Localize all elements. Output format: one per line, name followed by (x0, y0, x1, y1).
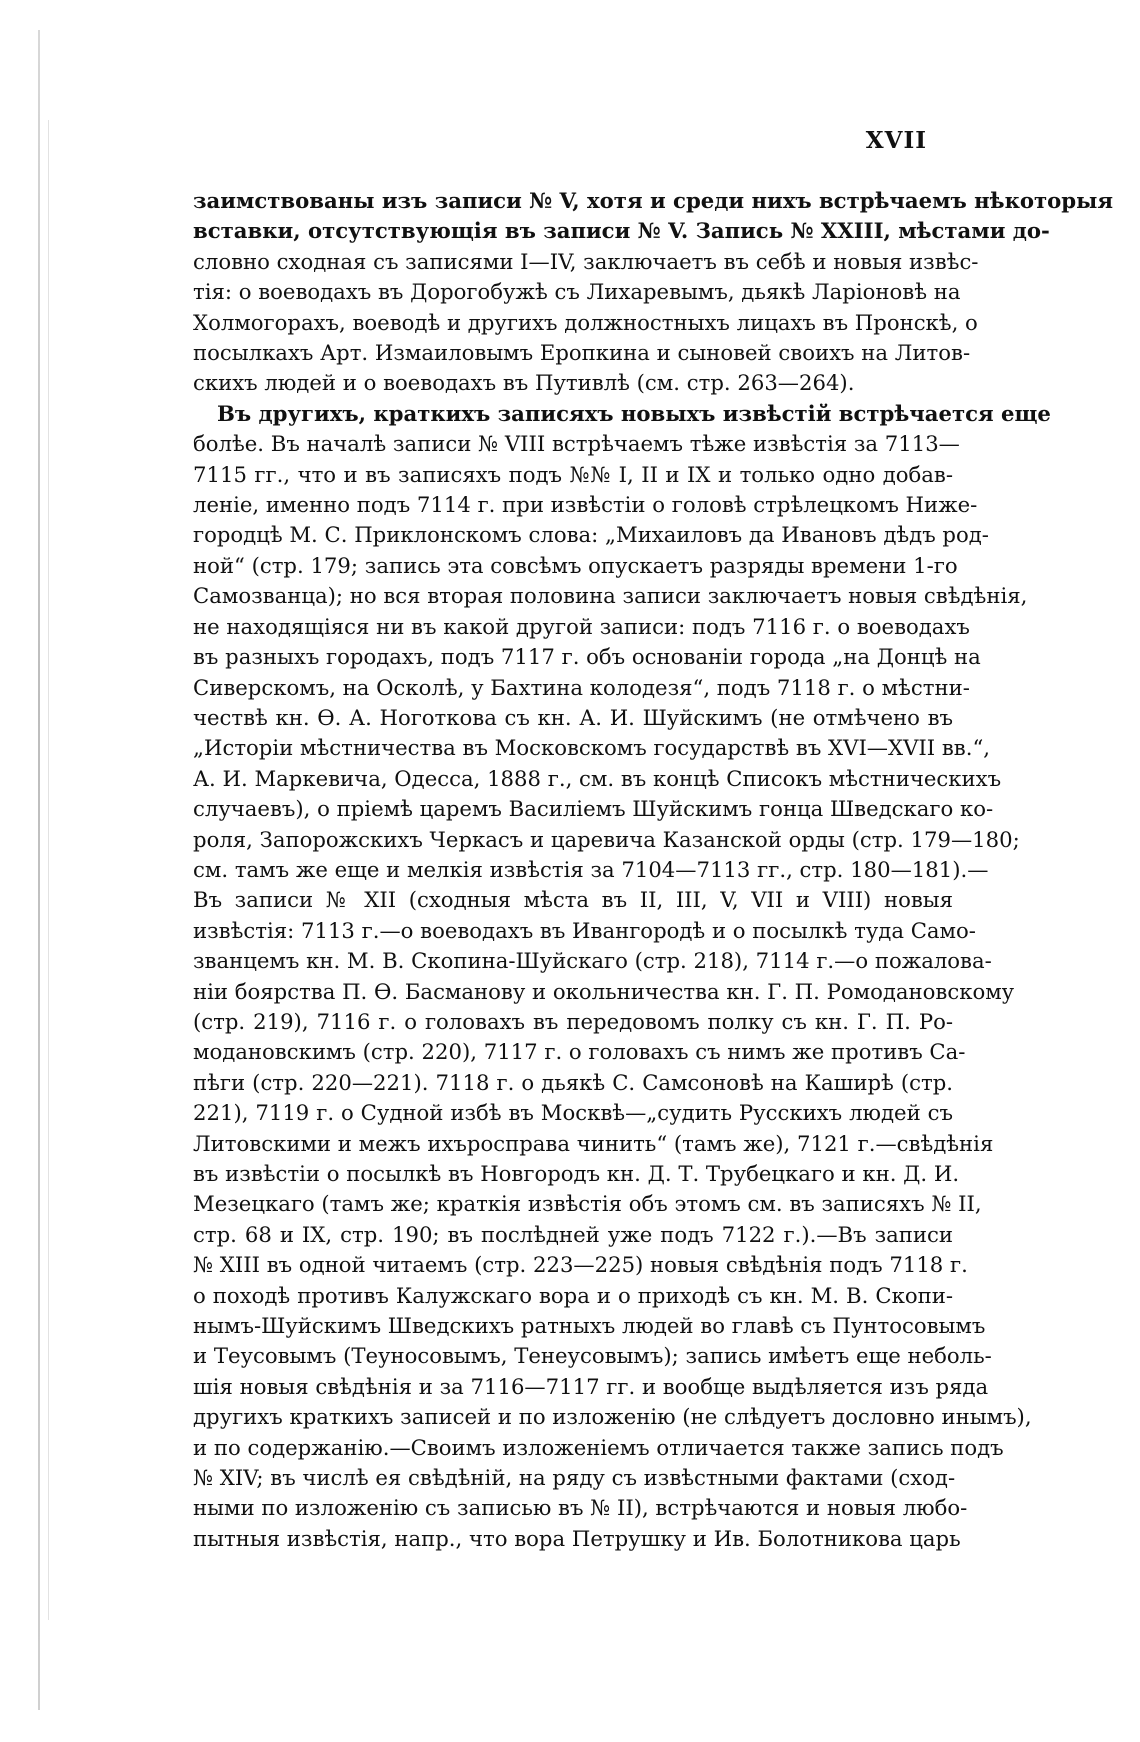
text-line: посылкахъ Арт. Измаиловымъ Еропкина и сыновей своихъ на Литов- (193, 340, 971, 366)
text-line: Литовскими и межъ ихъросправа чинить“ (тамъ же), 7121 г.—свѣдѣнія (193, 1130, 994, 1156)
text-line: Въ записи № XII (сходныя мѣста въ II, III, V, VII и VIII) новыя (193, 887, 953, 913)
text-line: № XIII въ одной читаемъ (стр. 223—225) новыя свѣдѣнія подъ 7118 г. (193, 1252, 968, 1278)
text-line: скихъ людей и о воеводахъ въ Путивлѣ (см. стр. 263—264). (193, 370, 855, 396)
text-line: Самозванца); но вся вторая половина записи заключаетъ новыя свѣдѣнія, (193, 583, 1028, 609)
text-line: другихъ краткихъ записей и по изложенію (не слѣдуетъ дословно инымъ), (193, 1404, 1032, 1430)
text-line: Мезецкаго (тамъ же; краткія извѣстія объ этомъ см. въ записяхъ № II, (193, 1191, 982, 1217)
text-line: Сиверскомъ, на Осколѣ, у Бахтина колодезя“, подъ 7118 г. о мѣстни- (193, 674, 970, 700)
text-line: ной“ (стр. 179; запись эта совсѣмъ опускаетъ разряды времени 1-го (193, 552, 958, 578)
text-line: званцемъ кн. М. В. Скопина-Шуйскаго (стр. 218), 7114 г.—о пожалова- (193, 948, 992, 974)
text-line: шія новыя свѣдѣнія и за 7116—7117 гг. и вообще выдѣляется изъ ряда (193, 1373, 989, 1399)
text-line: пѣги (стр. 220—221). 7118 г. о дьякѣ С. Самсоновѣ на Каширѣ (стр. (193, 1069, 953, 1095)
text-line: не находящіяся ни въ какой другой записи: подъ 7116 г. о воеводахъ (193, 613, 970, 639)
text-line: леніе, именно подъ 7114 г. при извѣстіи о головѣ стрѣлецкомъ Ниже- (193, 492, 978, 518)
scan-binding-edge (38, 30, 40, 1710)
text-line: заимствованы изъ записи № V, хотя и среди нихъ встрѣчаемъ нѣкоторыя (193, 188, 1113, 213)
text-line: „Исторіи мѣстничества въ Московскомъ государствѣ въ XVI—XVII вв.“, (193, 735, 991, 761)
text-line: 221), 7119 г. о Судной избѣ въ Москвѣ—„судить Русскихъ людей съ (193, 1100, 953, 1126)
text-line: Холмогорахъ, воеводѣ и другихъ должностныхъ лицахъ въ Пронскѣ, о (193, 309, 978, 335)
text-line: городцѣ М. С. Приклонскомъ слова: „Михаиловъ да Ивановъ дѣдъ род- (193, 522, 989, 548)
text-line: въ извѣстіи о посылкѣ въ Новгородъ кн. Д. Т. Трубецкаго и кн. Д. И. (193, 1161, 960, 1186)
text-line: 7115 гг., что и въ записяхъ подъ №№ I, II и IX и только одно добав- (193, 461, 953, 487)
text-line: случаевъ), о пріемѣ царемъ Василіемъ Шуйскимъ гонца Шведскаго ко- (193, 796, 994, 822)
page-number: XVII (865, 127, 927, 154)
body-text (193, 186, 1113, 1554)
text-line: извѣстія: 7113 г.—о воеводахъ въ Ивангородѣ и о посылкѣ туда Само- (193, 917, 976, 943)
text-line: словно сходная съ записями I—IV, заключаетъ въ себѣ и новыя извѣс- (193, 248, 979, 274)
text-line: ніи боярства П. Ѳ. Басманову и окольничества кн. Г. П. Ромодановскому (193, 978, 1015, 1004)
text-line: Въ другихъ, краткихъ записяхъ новыхъ извѣстій встрѣчается еще (217, 400, 1051, 426)
text-line: стр. 68 и IX, стр. 190; въ послѣдней уже подъ 7122 г.).—Въ записи (193, 1221, 953, 1247)
text-line: въ разныхъ городахъ, подъ 7117 г. объ основаніи города „на Донцѣ на (193, 644, 981, 670)
text-line: болѣе. Въ началѣ записи № VIII встрѣчаемъ тѣже извѣстія за 7113— (193, 431, 960, 457)
text-line: тія: о воеводахъ въ Дорогобужѣ съ Лихаревымъ, дьякѣ Ларіоновѣ на (193, 279, 961, 305)
text-line: и Теусовымъ (Теуносовымъ, Тенеусовымъ); запись имѣетъ еще неболь- (193, 1343, 992, 1369)
text-line: № XIV; въ числѣ ея свѣдѣній, на ряду съ извѣстными фактами (сход- (193, 1465, 956, 1491)
text-line: ными по изложенію съ записью въ № II), встрѣчаются и новыя любо- (193, 1495, 968, 1521)
text-line: вставки, отсутствующія въ записи № V. Запись № XXIII, мѣстами до- (193, 218, 1050, 244)
scan-binding-shadow (48, 120, 49, 1620)
text-line: модановскимъ (стр. 220), 7117 г. о головахъ съ нимъ же противъ Са- (193, 1039, 966, 1065)
text-line: нымъ-Шуйскимъ Шведскихъ ратныхъ людей во главѣ съ Пунтосовымъ (193, 1313, 986, 1339)
text-line: и по содержанію.—Своимъ изложеніемъ отличается также запись подъ (193, 1434, 1004, 1460)
text-line: чествѣ кн. Ѳ. А. Ноготкова съ кн. А. И. Шуйскимъ (не отмѣчено въ (193, 704, 953, 730)
text-line: о походѣ противъ Калужскаго вора и о приходѣ съ кн. М. В. Скопи- (193, 1282, 953, 1308)
text-line: (стр. 219), 7116 г. о головахъ въ передовомъ полку съ кн. Г. П. Ро- (193, 1008, 953, 1034)
text-line: пытныя извѣстія, напр., что вора Петрушку и Ив. Болотникова царь (193, 1525, 961, 1551)
text-line: см. тамъ же еще и мелкія извѣстія за 7104—7113 гг., стр. 180—181).— (193, 856, 989, 882)
text-line: роля, Запорожскихъ Черкасъ и царевича Казанской орды (стр. 179—180; (193, 826, 1020, 852)
text-line: А. И. Маркевича, Одесса, 1888 г., см. въ концѣ Списокъ мѣстническихъ (193, 765, 1002, 791)
